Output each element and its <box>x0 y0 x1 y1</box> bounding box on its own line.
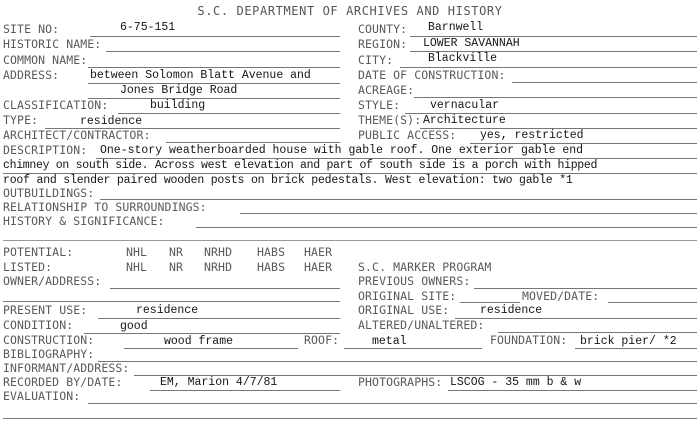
historic-name-line <box>106 51 340 52</box>
photographs-line <box>448 390 697 391</box>
type-value: residence <box>80 115 143 128</box>
present-use-line <box>98 318 340 319</box>
listed-code-nhl: NHL <box>126 260 148 274</box>
description-line-1: One-story weatherboarded house with gable roof. One exterior gable end <box>100 144 584 157</box>
foundation-value: brick pier/ *2 <box>580 335 677 348</box>
city-label: CITY: <box>358 53 394 67</box>
condition-line <box>84 333 340 334</box>
city-value: Blackville <box>428 52 498 65</box>
history-line <box>196 227 697 228</box>
description-line-2: chimney on south side. Across west elevation and part of south side is a porch with hipped <box>3 159 598 172</box>
moved-date-line <box>608 302 697 303</box>
original-use-value: residence <box>480 304 543 317</box>
potential-code-haer: HAER <box>304 245 333 259</box>
present-use-label: PRESENT USE: <box>3 303 88 317</box>
style-value: vernacular <box>430 99 500 112</box>
date-construction-label: DATE OF CONSTRUCTION: <box>358 68 506 82</box>
construction-label: CONSTRUCTION: <box>3 333 95 347</box>
listed-code-habs: HABS <box>257 260 286 274</box>
condition-label: CONDITION: <box>3 318 74 332</box>
photographs-value: LSCOG - 35 mm b & w <box>450 376 582 389</box>
bibliography-line <box>98 361 697 362</box>
address-label: ADDRESS: <box>3 68 60 82</box>
listed-code-nrhd: NRHD <box>204 260 233 274</box>
original-use-line <box>455 318 697 319</box>
date-construction-line <box>512 82 697 83</box>
site-no-value: 6-75-151 <box>120 21 176 34</box>
informant-label: INFORMANT/ADDRESS: <box>3 361 130 375</box>
outbuildings-label: OUTBUILDINGS: <box>3 186 95 200</box>
roof-line <box>344 348 482 349</box>
description-label: DESCRIPTION: <box>3 143 88 157</box>
architect-label: ARCHITECT/CONTRACTOR: <box>3 128 151 142</box>
photographs-label: PHOTOGRAPHS: <box>358 375 443 389</box>
present-use-value: residence <box>136 304 199 317</box>
region-value: LOWER SAVANNAH <box>423 37 520 50</box>
relationship-label: RELATIONSHIP TO SURROUNDINGS: <box>3 200 207 214</box>
marker-program-label: S.C. MARKER PROGRAM <box>358 260 492 274</box>
potential-code-nrhd: NRHD <box>204 245 233 259</box>
roof-label: ROOF: <box>304 333 340 347</box>
previous-owners-label: PREVIOUS OWNERS: <box>358 274 471 288</box>
recorded-by-label: RECORDED BY/DATE: <box>3 375 123 389</box>
description-line-3: roof and slender paired wooden posts on brick pedestals. West elevation: two gable *1 <box>3 174 573 187</box>
condition-value: good <box>120 320 148 333</box>
listed-code-haer: HAER <box>304 260 333 274</box>
themes-label: THEME(S): <box>358 113 422 127</box>
site-no-line <box>90 36 340 37</box>
form-title: S.C. DEPARTMENT OF ARCHIVES AND HISTORY <box>197 4 503 18</box>
acreage-label: ACREAGE: <box>358 83 415 97</box>
construction-line <box>124 348 298 349</box>
historic-name-label: HISTORIC NAME: <box>3 37 102 51</box>
region-label: REGION: <box>358 37 408 51</box>
listed-label: LISTED: <box>3 260 53 274</box>
moved-date-label: MOVED/DATE: <box>522 289 600 303</box>
altered-label: ALTERED/UNALTERED: <box>358 318 485 332</box>
potential-label: POTENTIAL: <box>3 245 74 259</box>
architect-line <box>166 142 340 143</box>
county-value: Barnwell <box>428 21 484 34</box>
history-label: HISTORY & SIGNIFICANCE: <box>3 214 165 228</box>
potential-code-nr: NR <box>169 245 184 259</box>
common-name-line <box>88 67 340 68</box>
original-site-line <box>460 302 520 303</box>
foundation-label: FOUNDATION: <box>490 333 568 347</box>
acreage-line <box>414 97 697 98</box>
relationship-line <box>240 213 697 214</box>
county-label: COUNTY: <box>358 22 408 36</box>
classification-label: CLASSIFICATION: <box>3 98 109 112</box>
address-line-2: Jones Bridge Road <box>120 84 238 97</box>
recorded-by-line <box>150 390 340 391</box>
address-line-1: between Solomon Blatt Avenue and <box>90 69 311 82</box>
evaluation-label: EVALUATION: <box>3 389 81 403</box>
owner-address-label: OWNER/ADDRESS: <box>3 274 102 288</box>
themes-value: Architecture <box>423 114 506 127</box>
public-access-value: yes, restricted <box>480 129 584 142</box>
address-underline-2 <box>88 98 340 99</box>
public-access-label: PUBLIC ACCESS: <box>358 128 457 142</box>
recorded-by-value: EM, Marion 4/7/81 <box>160 376 278 389</box>
site-no-label: SITE NO: <box>3 22 60 36</box>
original-site-label: ORIGINAL SITE: <box>358 289 457 303</box>
evaluation-line-2 <box>3 418 697 419</box>
classification-value: building <box>150 99 206 112</box>
potential-code-habs: HABS <box>257 245 286 259</box>
listed-code-nr: NR <box>169 260 184 274</box>
owner-address-line <box>110 288 340 289</box>
bibliography-label: BIBLIOGRAPHY: <box>3 347 95 361</box>
potential-code-nhl: NHL <box>126 245 148 259</box>
original-use-label: ORIGINAL USE: <box>358 303 450 317</box>
style-label: STYLE: <box>358 98 401 112</box>
common-name-label: COMMON NAME: <box>3 53 88 67</box>
owner-address-line-2 <box>3 301 340 302</box>
type-label: TYPE: <box>3 113 39 127</box>
foundation-line <box>575 348 697 349</box>
evaluation-line <box>88 403 697 404</box>
construction-value: wood frame <box>164 335 234 348</box>
roof-value: metal <box>372 335 407 348</box>
section-divider <box>3 240 697 241</box>
classification-line <box>118 113 340 114</box>
